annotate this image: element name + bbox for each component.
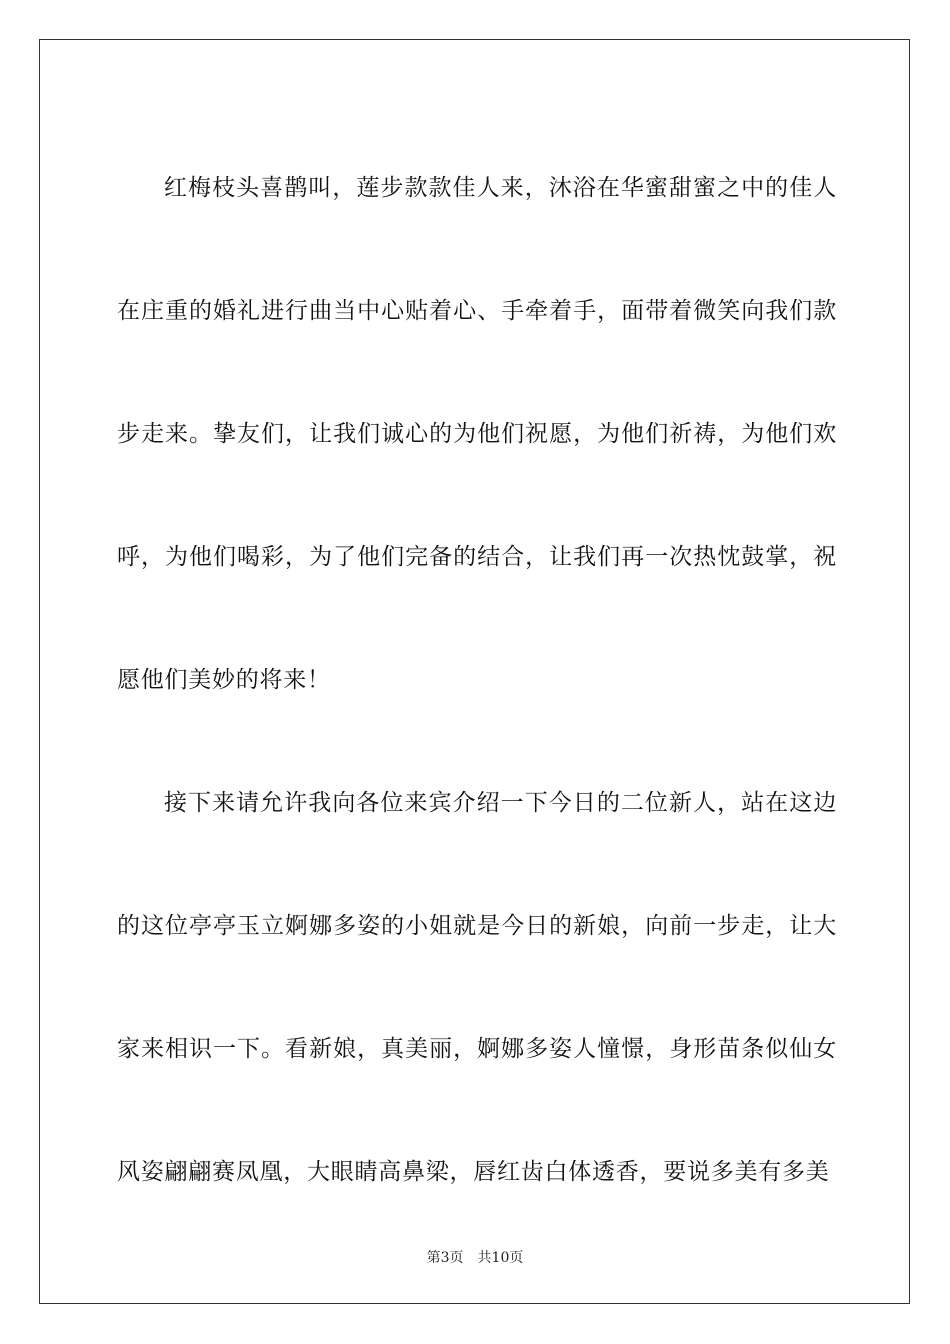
paragraph-1: 红梅枝头喜鹊叫，莲步款款佳人来，沐浴在华蜜甜蜜之中的佳人在庄重的婚礼进行曲当中心贴着心、手牵着手，面带着微笑向我们款步走来。挚友们，让我们诚心的为他们祝愿，为他们祈祷，为他们欢呼，为他们喝彩，为了他们完备的结合，让我们再一次热忱鼓掌，祝愿他们美妙的将来！	[117, 175, 837, 693]
paragraph-2: 接下来请允许我向各位来宾介绍一下今日的二位新人，站在这边的这位亭亭玉立婀娜多姿的小姐就是今日的新娘，向前一步走，让大家来相识一下。看新娘，真美丽，婀娜多姿人憧憬，身形苗条似仙女风姿翩翩赛凤凰，大眼睛高鼻梁，唇红齿白体透香，要说多美有多美	[117, 790, 837, 1185]
page-total: 共10页	[477, 1250, 524, 1266]
document-body	[117, 127, 837, 1234]
page-footer	[0, 1247, 950, 1267]
page-number: 第3页	[426, 1250, 464, 1266]
